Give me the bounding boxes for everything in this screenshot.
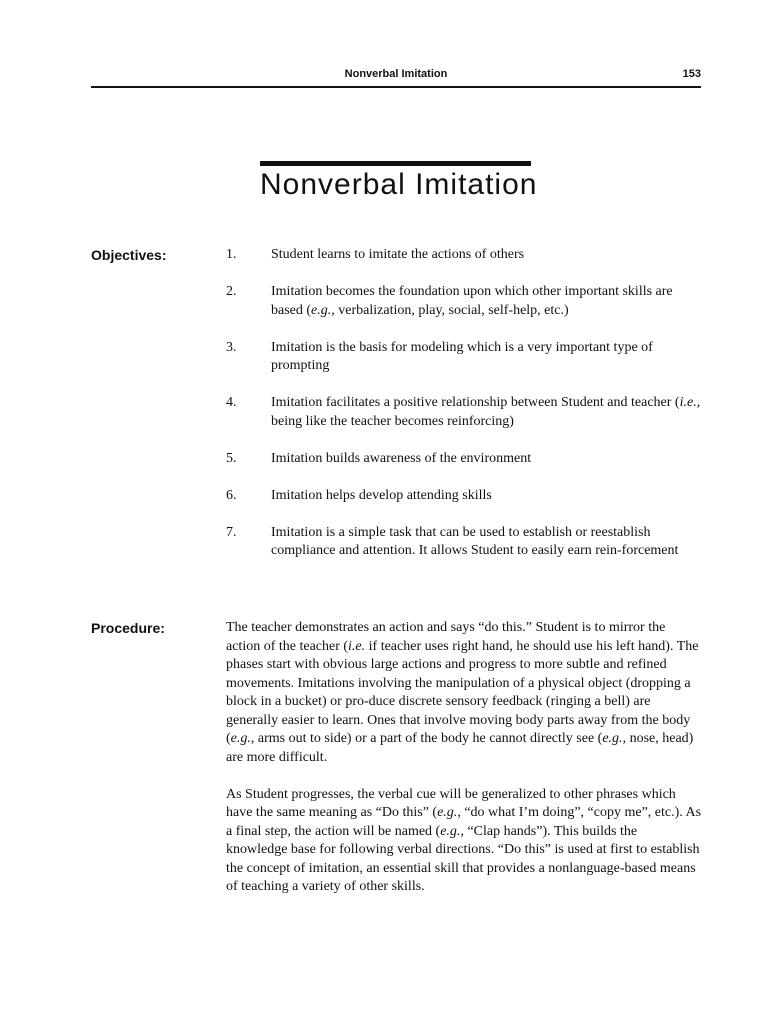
text-segment: Imitation becomes the foundation upon which other important skills are based ( — [271, 284, 673, 318]
text-segment: The teacher demonstrates an action and says “do this.” Student is to mirror the action of the teacher ( — [226, 620, 666, 654]
italic-abbreviation: e.g. — [602, 731, 623, 746]
objective-number: 7. — [226, 524, 237, 540]
text-segment: Imitation facilitates a positive relationship between Student and teacher ( — [271, 395, 680, 410]
objective-item — [226, 246, 702, 265]
objective-text — [271, 451, 531, 466]
text-segment: , arms out to side) or a part of the body he cannot directly see ( — [250, 731, 603, 746]
page-number: 153 — [682, 68, 701, 80]
italic-abbreviation: e.g. — [437, 805, 458, 820]
text-segment: , “do what I’m doing”, “copy me”, etc.). As a final step, the action will be named ( — [226, 805, 702, 839]
text-segment: Imitation is the basis for modeling which is a very important type of prompting — [271, 339, 653, 373]
objective-text — [271, 247, 524, 262]
objective-text — [271, 284, 673, 318]
italic-abbreviation: e.g. — [311, 302, 332, 318]
objective-text — [271, 395, 700, 429]
text-segment: Student learns to imitate the actions of others — [271, 247, 525, 262]
objective-number: 1. — [226, 247, 237, 262]
italic-abbreviation: e.g. — [440, 823, 461, 839]
text-segment: As Student progresses, the verbal cue will be generalized to other phrases which have the same meaning as “Do this” ( — [226, 786, 676, 820]
objective-item — [226, 524, 702, 561]
objectives-list — [226, 246, 702, 579]
objectives-label: Objectives: — [91, 247, 167, 263]
objective-item — [226, 339, 702, 376]
running-title: Nonverbal Imitation — [344, 68, 448, 80]
text-segment: Imitation builds awareness of the environment — [271, 450, 532, 466]
objective-item — [226, 283, 702, 320]
procedure-label: Procedure: — [91, 620, 165, 636]
text-segment: Imitation helps develop attending skills — [271, 487, 492, 503]
objective-number: 3. — [226, 339, 237, 355]
procedure-text — [226, 619, 702, 915]
objective-item — [226, 450, 702, 469]
text-segment: , nose, head) are more difficult. — [226, 731, 694, 765]
procedure-paragraph — [226, 786, 702, 897]
text-segment: Imitation is a simple task that can be used to establish or reestablish compliance and attention. It allows Student to easily earn rein-forcement — [271, 524, 679, 558]
objective-item — [226, 394, 702, 431]
italic-abbreviation: e.g. — [230, 731, 251, 746]
text-segment: , verbalization, play, social, self-help, etc.) — [331, 302, 569, 318]
objective-number: 5. — [226, 450, 237, 466]
objective-number: 6. — [226, 487, 237, 503]
title-rule — [260, 161, 531, 166]
italic-abbreviation: i.e. — [348, 638, 366, 654]
objective-text — [271, 488, 492, 503]
objective-number: 4. — [226, 395, 237, 410]
running-header — [91, 66, 701, 88]
chapter-title: Nonverbal Imitation — [260, 168, 538, 201]
procedure-paragraph — [226, 619, 702, 767]
italic-abbreviation: i.e. — [679, 395, 697, 410]
text-segment: , being like the teacher becomes reinforcing) — [271, 395, 701, 429]
objective-text — [271, 340, 653, 374]
text-segment: if teacher uses right hand, he should use his left hand). The phases start with obvious large actions and progress to more subtle and refined movements. Imitations involving the manipulation of a physical object (dropping a block in a bucket) or pro-duce discrete sensory feedback (ringing a bell) are generally easier to learn. Ones that involve moving body parts away from the body ( — [226, 638, 699, 746]
objective-number: 2. — [226, 284, 237, 299]
text-segment: , “Clap hands”). This builds the knowledge base for following verbal directions. “Do this” is used at first to establish the concept of imitation, an essential skill that provides a nonlanguage-based means of teaching a variety of other skills. — [226, 823, 700, 894]
objective-item — [226, 487, 702, 506]
objective-text — [271, 525, 678, 559]
